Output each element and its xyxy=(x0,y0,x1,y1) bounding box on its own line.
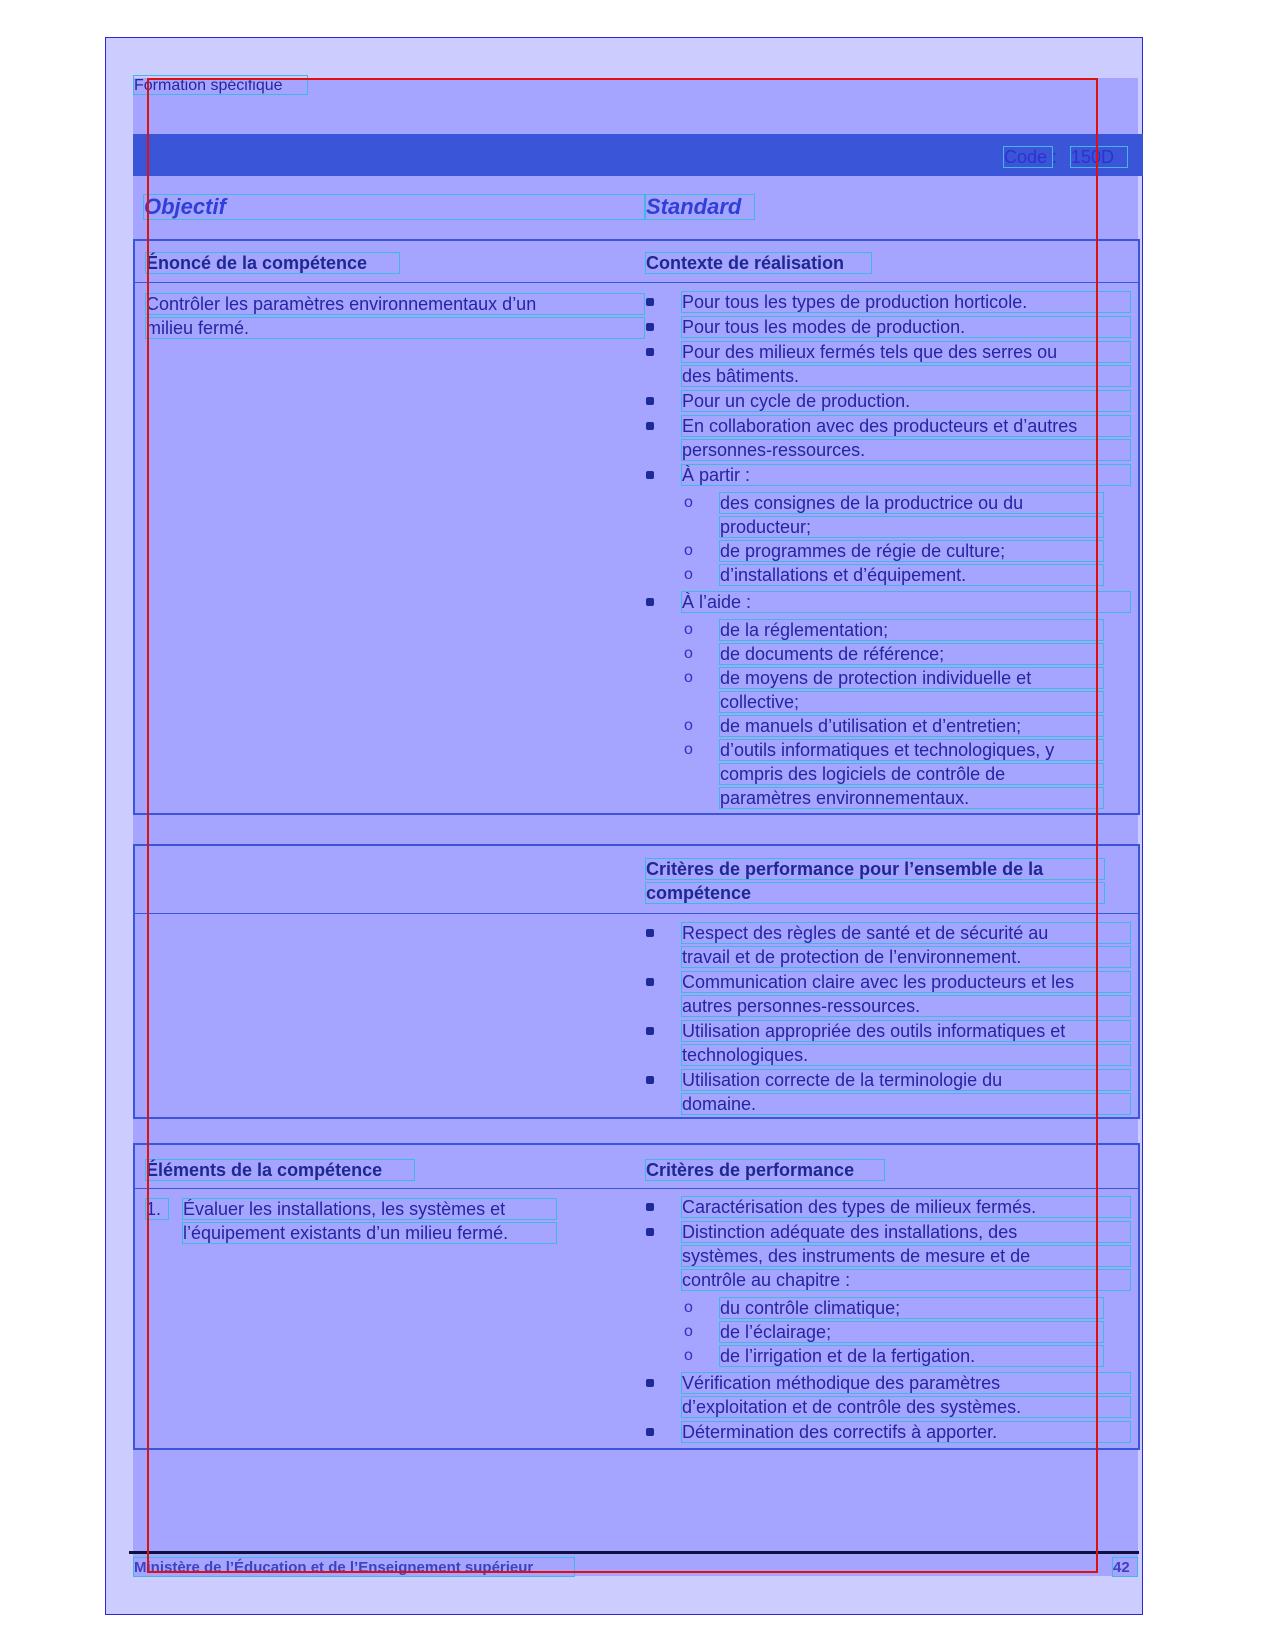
sub-item: du contrôle climatique; xyxy=(719,1297,1104,1319)
bullet-icon xyxy=(646,1228,654,1236)
sub-item: d’installations et d’équipement. xyxy=(719,564,1104,586)
elements-header: Éléments de la compétence xyxy=(145,1159,415,1181)
sub-item: d’outils informatiques et technologiques, y xyxy=(719,739,1104,761)
contexte-item: À partir : xyxy=(681,464,1131,486)
sub-item: producteur; xyxy=(719,516,1104,538)
bullet-icon xyxy=(646,1076,654,1084)
contexte-item: Pour tous les types de production horticole. xyxy=(681,291,1131,313)
statement-line: milieu fermé. xyxy=(145,317,645,339)
column-objectif: Objectif xyxy=(143,194,645,220)
contexte-item: personnes-ressources. xyxy=(681,439,1131,461)
criteres-header: Critères de performance xyxy=(645,1159,885,1181)
contexte-item: Pour des milieux fermés tels que des serres ou xyxy=(681,341,1131,363)
sub-item: paramètres environnementaux. xyxy=(719,787,1104,809)
sub-item: de documents de référence; xyxy=(719,643,1104,665)
critere-ensemble-item: travail et de protection de l’environnement. xyxy=(681,946,1131,968)
critere-ensemble-item: autres personnes-ressources. xyxy=(681,995,1131,1017)
bullet-icon xyxy=(646,929,654,937)
bullet-icon xyxy=(646,323,654,331)
contexte-item: des bâtiments. xyxy=(681,365,1131,387)
sub-item: de moyens de protection individuelle et xyxy=(719,667,1104,689)
sub-bullet-icon: o xyxy=(684,621,693,638)
sub-item: de la réglementation; xyxy=(719,619,1104,641)
critere-ensemble-item: Utilisation appropriée des outils informatiques et xyxy=(681,1020,1131,1042)
sub-bullet-icon: o xyxy=(684,741,693,758)
bullet-icon xyxy=(646,298,654,306)
criteres-ensemble-title: compétence xyxy=(645,882,1105,904)
code-value: 150D xyxy=(1070,146,1128,168)
bullet-icon xyxy=(646,348,654,356)
code-label: Code : xyxy=(1004,147,1058,167)
sub-bullet-icon: o xyxy=(684,717,693,734)
bullet-icon xyxy=(646,1428,654,1436)
bullet-icon xyxy=(646,1379,654,1387)
divider xyxy=(133,913,1140,914)
element-line: Évaluer les installations, les systèmes et xyxy=(182,1198,557,1220)
bullet-icon xyxy=(646,471,654,479)
sub-bullet-icon: o xyxy=(684,566,693,583)
sub-bullet-icon: o xyxy=(684,494,693,511)
critere-item: Caractérisation des types de milieux fermés. xyxy=(681,1196,1131,1218)
critere-item: Détermination des correctifs à apporter. xyxy=(681,1421,1131,1443)
bullet-icon xyxy=(646,1027,654,1035)
critere-ensemble-item: Respect des règles de santé et de sécurité au xyxy=(681,922,1131,944)
code-bar xyxy=(133,134,1143,176)
sub-bullet-icon: o xyxy=(684,542,693,559)
footer-ministry: Ministère de l’Éducation et de l’Enseignement supérieur xyxy=(133,1557,575,1577)
enonce-header: Énoncé de la compétence xyxy=(145,252,400,274)
sub-item: de manuels d’utilisation et d’entretien; xyxy=(719,715,1104,737)
sub-bullet-icon: o xyxy=(684,1299,693,1316)
critere-item: contrôle au chapitre : xyxy=(681,1269,1131,1291)
sub-bullet-icon: o xyxy=(684,1323,693,1340)
sub-bullet-icon: o xyxy=(684,645,693,662)
critere-ensemble-item: technologiques. xyxy=(681,1044,1131,1066)
bullet-icon xyxy=(646,397,654,405)
sub-item: de l’éclairage; xyxy=(719,1321,1104,1343)
critere-item: Distinction adéquate des installations, des xyxy=(681,1221,1131,1243)
sub-item: de programmes de régie de culture; xyxy=(719,540,1104,562)
sub-item: de l’irrigation et de la fertigation. xyxy=(719,1345,1104,1367)
divider xyxy=(133,282,1140,283)
divider xyxy=(133,1188,1140,1189)
bullet-icon xyxy=(646,1203,654,1211)
sub-bullet-icon: o xyxy=(684,669,693,686)
bullet-icon xyxy=(646,598,654,606)
bullet-icon xyxy=(646,978,654,986)
critere-item: systèmes, des instruments de mesure et de xyxy=(681,1245,1131,1267)
critere-ensemble-item: Utilisation correcte de la terminologie du xyxy=(681,1069,1131,1091)
sub-bullet-icon: o xyxy=(684,1347,693,1364)
element-line: l’équipement existants d’un milieu fermé. xyxy=(182,1222,557,1244)
contexte-item: Pour un cycle de production. xyxy=(681,390,1131,412)
critere-ensemble-item: Communication claire avec les producteurs et les xyxy=(681,971,1131,993)
critere-item: Vérification méthodique des paramètres xyxy=(681,1372,1131,1394)
element-number: 1. xyxy=(145,1198,169,1220)
critere-ensemble-item: domaine. xyxy=(681,1093,1131,1115)
critere-item: d’exploitation et de contrôle des systèmes. xyxy=(681,1396,1131,1418)
page-number: 42 xyxy=(1112,1557,1138,1577)
sub-item: compris des logiciels de contrôle de xyxy=(719,763,1104,785)
contexte-header: Contexte de réalisation xyxy=(645,252,872,274)
contexte-item: Pour tous les modes de production. xyxy=(681,316,1131,338)
column-standard: Standard xyxy=(645,194,755,220)
criteres-ensemble-title: Critères de performance pour l’ensemble de la xyxy=(645,858,1105,880)
sub-item: des consignes de la productrice ou du xyxy=(719,492,1104,514)
section-header: Formation spécifique xyxy=(133,75,308,95)
footer-rule xyxy=(129,1551,1139,1554)
bullet-icon xyxy=(646,422,654,430)
contexte-item: À l’aide : xyxy=(681,591,1131,613)
statement-line: Contrôler les paramètres environnementaux d’un xyxy=(145,293,645,315)
sub-item: collective; xyxy=(719,691,1104,713)
contexte-item: En collaboration avec des producteurs et d’autres xyxy=(681,415,1131,437)
